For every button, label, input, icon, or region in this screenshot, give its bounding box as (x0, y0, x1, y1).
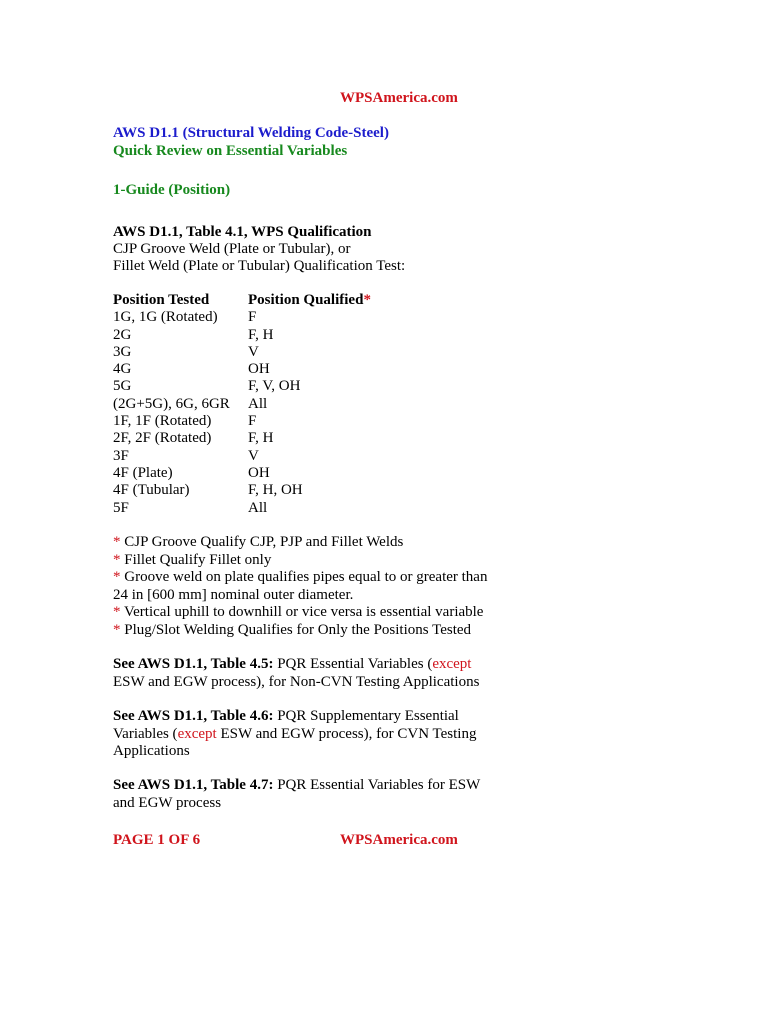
cell-position-tested: (2G+5G), 6G, 6GR (113, 395, 230, 412)
table-row (113, 396, 371, 413)
position-table (113, 292, 371, 517)
table-reference-heading: AWS D1.1, Table 4.1, WPS Qualification (113, 224, 372, 240)
cell-position-tested: 1G, 1G (Rotated) (113, 309, 218, 326)
notes-list (113, 534, 487, 639)
table-row (113, 378, 371, 395)
note-item: * CJP Groove Qualify CJP, PJP and Fillet Welds (113, 534, 404, 550)
table-row (113, 500, 371, 517)
table-row (113, 465, 371, 482)
cell-position-qualified: F, H (248, 326, 274, 343)
document-subtitle: Quick Review on Essential Variables (113, 143, 348, 159)
cell-position-qualified: All (248, 395, 268, 412)
intro-line-1: CJP Groove Weld (Plate or Tubular), or (113, 241, 351, 257)
cell-position-tested: 3F (113, 447, 129, 464)
document-title: AWS D1.1 (Structural Welding Code-Steel) (113, 125, 389, 141)
reference-table-4-5: See AWS D1.1, Table 4.5: PQR Essential Variables (except ESW and EGW process), for Non-CVN Testing Applications (113, 656, 480, 690)
cell-position-tested: 5G (113, 378, 132, 395)
intro-line-2: Fillet Weld (Plate or Tubular) Qualification Test: (113, 258, 406, 274)
table-header-row (113, 292, 371, 309)
table-row (113, 448, 371, 465)
reference-table-4-6: See AWS D1.1, Table 4.6: PQR Supplementary Essential Variables (except ESW and EGW process), for CVN Testing Applications (113, 708, 477, 759)
table-row (113, 309, 371, 326)
footer-site-name: WPSAmerica.com (340, 832, 458, 848)
note-item: * Vertical uphill to downhill or vice versa is essential variable (113, 604, 484, 620)
page-number: PAGE 1 OF 6 (113, 832, 201, 848)
table-body (113, 309, 371, 517)
cell-position-qualified: F (248, 413, 257, 430)
cell-position-tested: 3G (113, 343, 132, 360)
cell-position-qualified: F, V, OH (248, 378, 301, 395)
note-item-continuation: 24 in [600 mm] nominal outer diameter. (113, 586, 354, 603)
cell-position-tested: 1F, 1F (Rotated) (113, 413, 212, 430)
asterisk-marker: * (363, 292, 371, 308)
table-row (113, 482, 371, 499)
table-row (113, 344, 371, 361)
header-site-name: WPSAmerica.com (340, 90, 458, 106)
note-item: * Groove weld on plate qualifies pipes equal to or greater than (113, 569, 488, 585)
cell-position-qualified: OH (248, 464, 270, 481)
cell-position-tested: 4F (Tubular) (113, 482, 190, 499)
cell-position-qualified: All (248, 499, 268, 516)
cell-position-tested: 2F, 2F (Rotated) (113, 430, 212, 447)
table-row (113, 361, 371, 378)
cell-position-qualified: OH (248, 361, 270, 378)
cell-position-qualified: V (248, 343, 259, 360)
cell-position-tested: 2G (113, 326, 132, 343)
note-item: * Plug/Slot Welding Qualifies for Only the Positions Tested (113, 621, 472, 638)
table-row (113, 327, 371, 344)
cell-position-tested: 4G (113, 361, 132, 378)
reference-table-4-7: See AWS D1.1, Table 4.7: PQR Essential Variables for ESW and EGW process (113, 777, 481, 811)
cell-position-tested: 5F (113, 499, 129, 516)
cell-position-qualified: F, H, OH (248, 482, 303, 499)
cell-position-qualified: F, H (248, 430, 274, 447)
cell-position-tested: 4F (Plate) (113, 464, 173, 481)
table-row (113, 430, 371, 447)
table-row (113, 413, 371, 430)
section-heading: 1-Guide (Position) (113, 182, 231, 198)
note-item: * Fillet Qualify Fillet only (113, 551, 272, 568)
cell-position-qualified: F (248, 309, 257, 326)
cell-position-qualified: V (248, 447, 259, 464)
header-position-tested: Position Tested (113, 292, 210, 308)
header-position-qualified: Position Qualified* (248, 292, 371, 308)
